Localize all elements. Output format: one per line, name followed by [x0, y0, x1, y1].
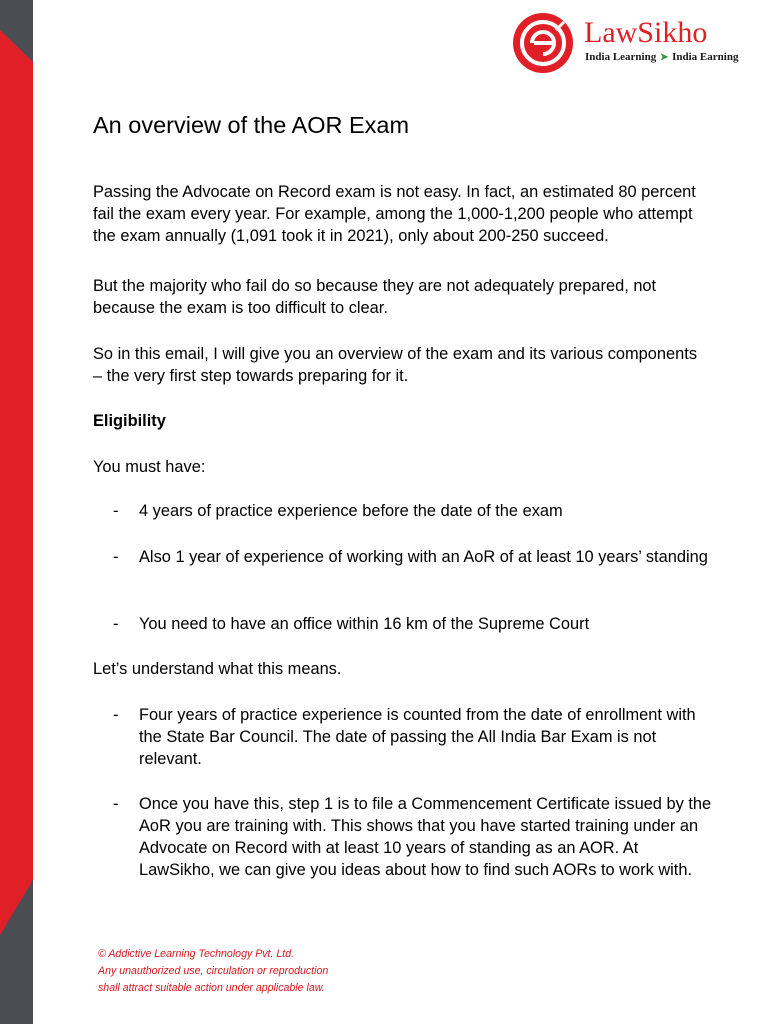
requirement-item [113, 613, 713, 635]
copyright-line: © Addictive Learning Technology Pvt. Ltd. [98, 948, 295, 960]
explanation-text: Once you have this, step 1 is to file a Commencement Certificate issued by the AoR you are training with. This shows that you have started training under an Advocate on Record with at least 10 years of standing as an AOR. At LawSikho, we can give you ideas about how to find such AORs to work with. [139, 795, 712, 879]
copyright-line: shall attract suitable action under applicable law. [98, 982, 325, 994]
lawsikho-logo-icon [512, 12, 574, 74]
eligibility-heading: Eligibility [93, 412, 166, 430]
arrow-icon: ➤ [659, 52, 669, 63]
bullet-dash: - [113, 548, 119, 566]
requirement-text: 4 years of practice experience before the date of the exam [139, 502, 563, 520]
tagline-right: India Earning [672, 51, 739, 63]
brand-tagline [585, 52, 738, 63]
bullet-dash: - [113, 706, 119, 724]
bullet-dash: - [113, 615, 119, 633]
explanation-item [113, 793, 713, 881]
brand-name: LawSikho [584, 16, 708, 49]
preparation-paragraph: But the majority who fail do so because they are not adequately prepared, not because the exam is too difficult to clear. [93, 277, 657, 317]
copyright-footer [98, 946, 418, 997]
explanation-item [113, 704, 713, 770]
requirement-item [113, 546, 713, 568]
copyright-line: Any unauthorized use, circulation or reproduction [98, 965, 329, 977]
decorative-side-strip [0, 0, 33, 1024]
overview-paragraph: So in this email, I will give you an overview of the exam and its various components – the very first step towards preparing for it. [93, 345, 698, 385]
bullet-dash: - [113, 795, 119, 813]
intro-paragraph: Passing the Advocate on Record exam is not easy. In fact, an estimated 80 percent fail the exam every year. For example, among the 1,000-1,200 people who attempt the exam annually (1,091 took it in 2021), only about 200-250 succeed. [93, 183, 696, 245]
bullet-dash: - [113, 502, 119, 520]
tagline-left: India Learning [585, 51, 657, 63]
explanation-text: Four years of practice experience is counted from the date of enrollment with the State Bar Council. The date of passing the All India Bar Exam is not relevant. [139, 706, 696, 768]
brand-logo [512, 12, 752, 74]
requirement-text: You need to have an office within 16 km of the Supreme Court [139, 615, 590, 633]
page-title: An overview of the AOR Exam [93, 112, 410, 138]
requirement-text: Also 1 year of experience of working with an AoR of at least 10 years’ standing [139, 548, 708, 566]
understand-text: Let’s understand what this means. [93, 660, 342, 678]
requirement-item [113, 500, 713, 522]
must-have-text: You must have: [93, 458, 206, 476]
